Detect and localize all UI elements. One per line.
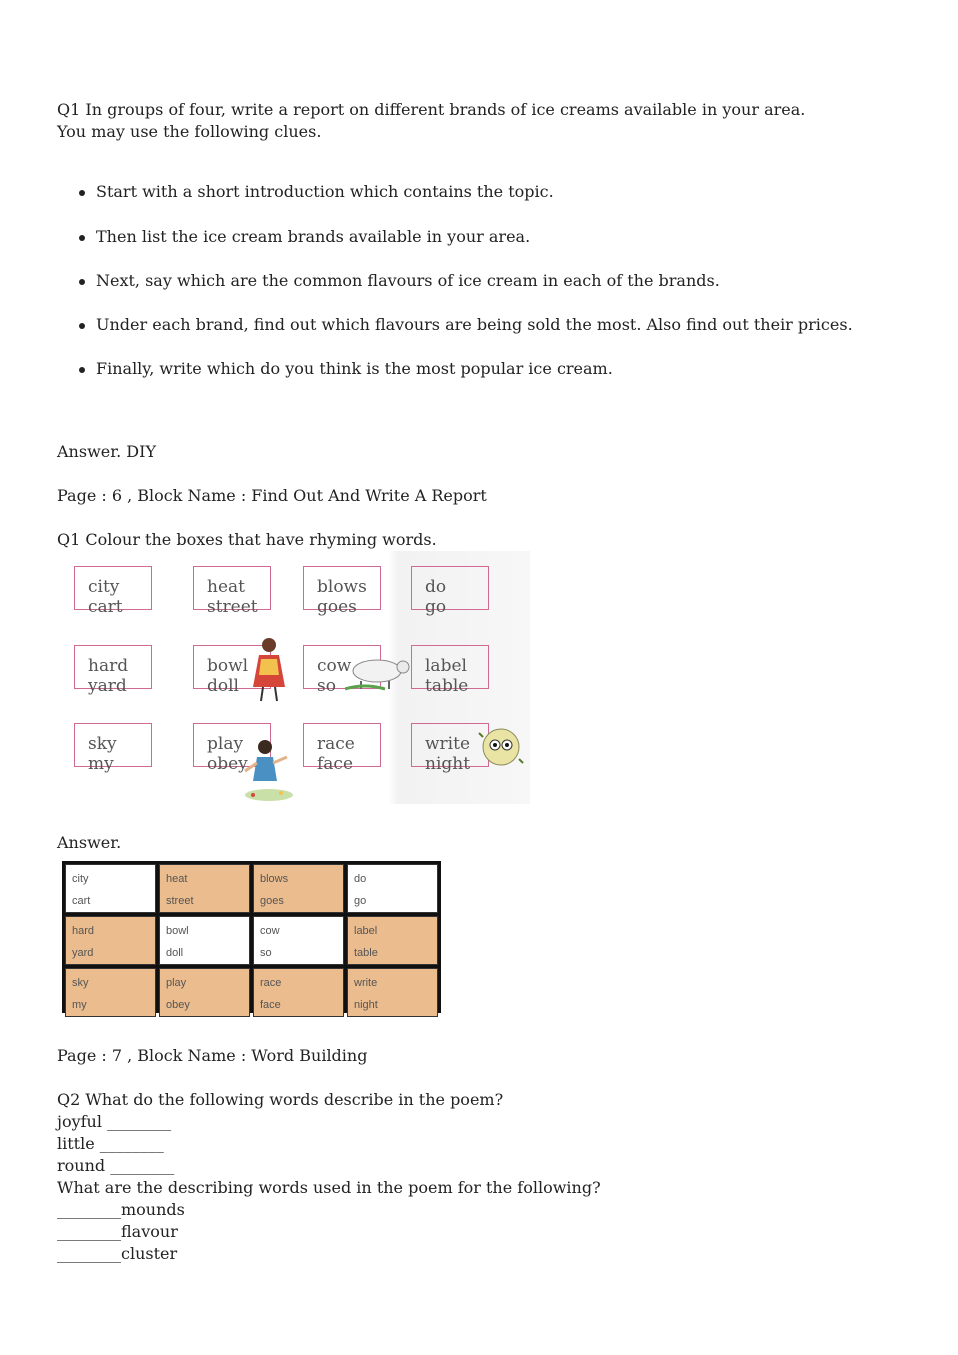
answer-table xyxy=(62,861,441,1013)
answer-cell-coloured: blows goes xyxy=(253,864,344,913)
rhyme-box: play obey xyxy=(193,723,271,767)
fill-blank-word: joyful ________ xyxy=(57,1112,172,1131)
page-reference: Page : 7 , Block Name : Word Building xyxy=(57,1046,368,1065)
answer-cell: do go xyxy=(347,864,438,913)
rhyming-boxes-image xyxy=(57,551,530,804)
answer-cell-coloured: sky my xyxy=(65,968,156,1017)
rhyme-box: sky my xyxy=(74,723,152,767)
clues-intro: You may use the following clues. xyxy=(57,122,322,141)
owl-moon-illustration-icon xyxy=(475,725,525,769)
rhyme-box: label table xyxy=(411,645,489,689)
answer-cell-coloured: race face xyxy=(253,968,344,1017)
clue-item: Start with a short introduction which contains the topic. xyxy=(96,182,554,201)
answer-cell-coloured: write night xyxy=(347,968,438,1017)
answer-cell: bowl doll xyxy=(159,916,250,965)
rhyme-box: heat street xyxy=(193,566,271,610)
fill-blank-word: ________flavour xyxy=(57,1222,178,1241)
rhyme-box: race face xyxy=(303,723,381,767)
rhyme-box: city cart xyxy=(74,566,152,610)
fill-blank-word: ________cluster xyxy=(57,1244,178,1263)
rhyme-box: blows goes xyxy=(303,566,381,610)
clue-item: Then list the ice cream brands available in your area. xyxy=(96,227,531,246)
child-illustration-icon xyxy=(243,737,297,803)
answer-cell-coloured: hard yard xyxy=(65,916,156,965)
rhyme-box: do go xyxy=(411,566,489,610)
clue-item: Under each brand, find out which flavours are being sold the most. Also find out their prices. xyxy=(96,315,853,334)
doll-illustration-icon xyxy=(249,635,289,703)
clue-item: Finally, write which do you think is the most popular ice cream. xyxy=(96,359,613,378)
answer-cell-coloured: label table xyxy=(347,916,438,965)
rhyme-box: hard yard xyxy=(74,645,152,689)
fill-blank-word: ________mounds xyxy=(57,1200,185,1219)
fill-blank-word: little ________ xyxy=(57,1134,164,1153)
question-describing-words: What are the describing words used in the poem for the following? xyxy=(57,1178,601,1197)
answer-cell-coloured: play obey xyxy=(159,968,250,1017)
cow-illustration-icon xyxy=(345,655,413,691)
answer-cell: city cart xyxy=(65,864,156,913)
question-q1-report: Q1 In groups of four, write a report on different brands of ice creams available in your area. xyxy=(57,100,806,119)
answer-cell-coloured: heat street xyxy=(159,864,250,913)
rhyme-box: bowl doll xyxy=(193,645,271,689)
question-q2-describe: Q2 What do the following words describe in the poem? xyxy=(57,1090,504,1109)
page-reference: Page : 6 , Block Name : Find Out And Write A Report xyxy=(57,486,487,505)
fill-blank-word: round ________ xyxy=(57,1156,175,1175)
answer-label: Answer. xyxy=(57,833,122,852)
answer-cell: cow so xyxy=(253,916,344,965)
answer-diy: Answer. DIY xyxy=(57,442,157,461)
rhyme-box: cow so xyxy=(303,645,381,689)
rhyme-box: write night xyxy=(411,723,489,767)
clue-item: Next, say which are the common flavours of ice cream in each of the brands. xyxy=(96,271,720,290)
question-q1-rhyming: Q1 Colour the boxes that have rhyming words. xyxy=(57,530,437,549)
